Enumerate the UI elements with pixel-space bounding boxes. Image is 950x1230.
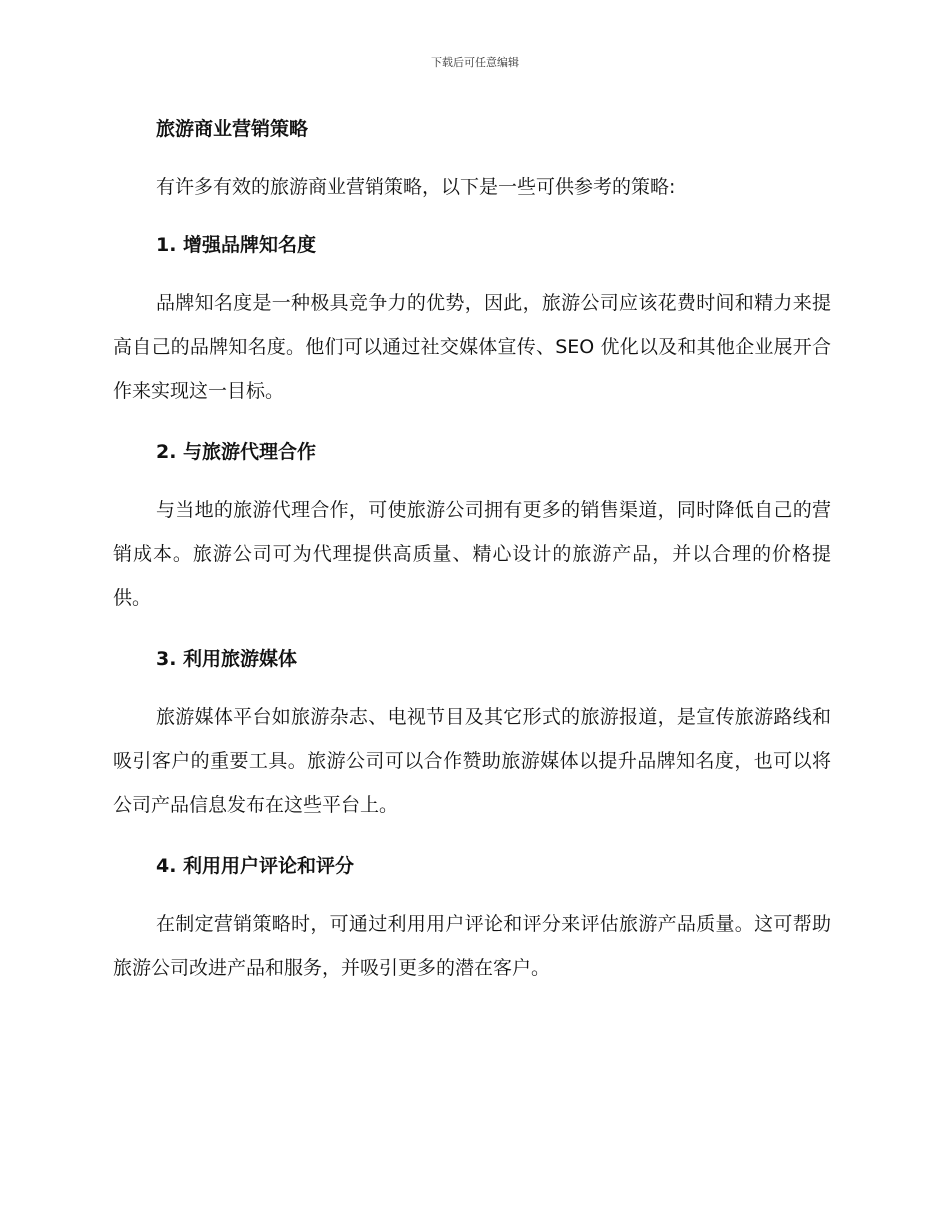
section-heading-1: 1. 增强品牌知名度 — [156, 234, 317, 256]
document-body — [113, 112, 831, 1012]
section-body-4: 在制定营销策略时，可通过利用用户评论和评分来评估旅游产品质量。这可帮助旅游公司改进产品和服务，并吸引更多的潜在客户。 — [113, 913, 831, 979]
section-heading-4: 4. 利用用户评论和评分 — [156, 855, 355, 877]
section-body-3: 旅游媒体平台如旅游杂志、电视节目及其它形式的旅游报道，是宣传旅游路线和吸引客户的重要工具。旅游公司可以合作赞助旅游媒体以提升品牌知名度，也可以将公司产品信息发布在这些平台上。 — [113, 706, 831, 816]
section-heading-2: 2. 与旅游代理合作 — [156, 441, 317, 463]
intro-paragraph: 有许多有效的旅游商业营销策略，以下是一些可供参考的策略: — [156, 176, 676, 198]
section-body-1: 品牌知名度是一种极具竞争力的优势，因此，旅游公司应该花费时间和精力来提高自己的品牌知名度。他们可以通过社交媒体宣传、SEO 优化以及和其他企业展开合作来实现这一目标。 — [113, 292, 831, 402]
document-title: 旅游商业营销策略 — [156, 118, 309, 140]
header-note: 下载后可任意编辑 — [431, 56, 519, 69]
section-body-2: 与当地的旅游代理合作，可使旅游公司拥有更多的销售渠道，同时降低自己的营销成本。旅游公司可为代理提供高质量、精心设计的旅游产品，并以合理的价格提供。 — [113, 499, 831, 609]
section-heading-3: 3. 利用旅游媒体 — [156, 648, 298, 670]
